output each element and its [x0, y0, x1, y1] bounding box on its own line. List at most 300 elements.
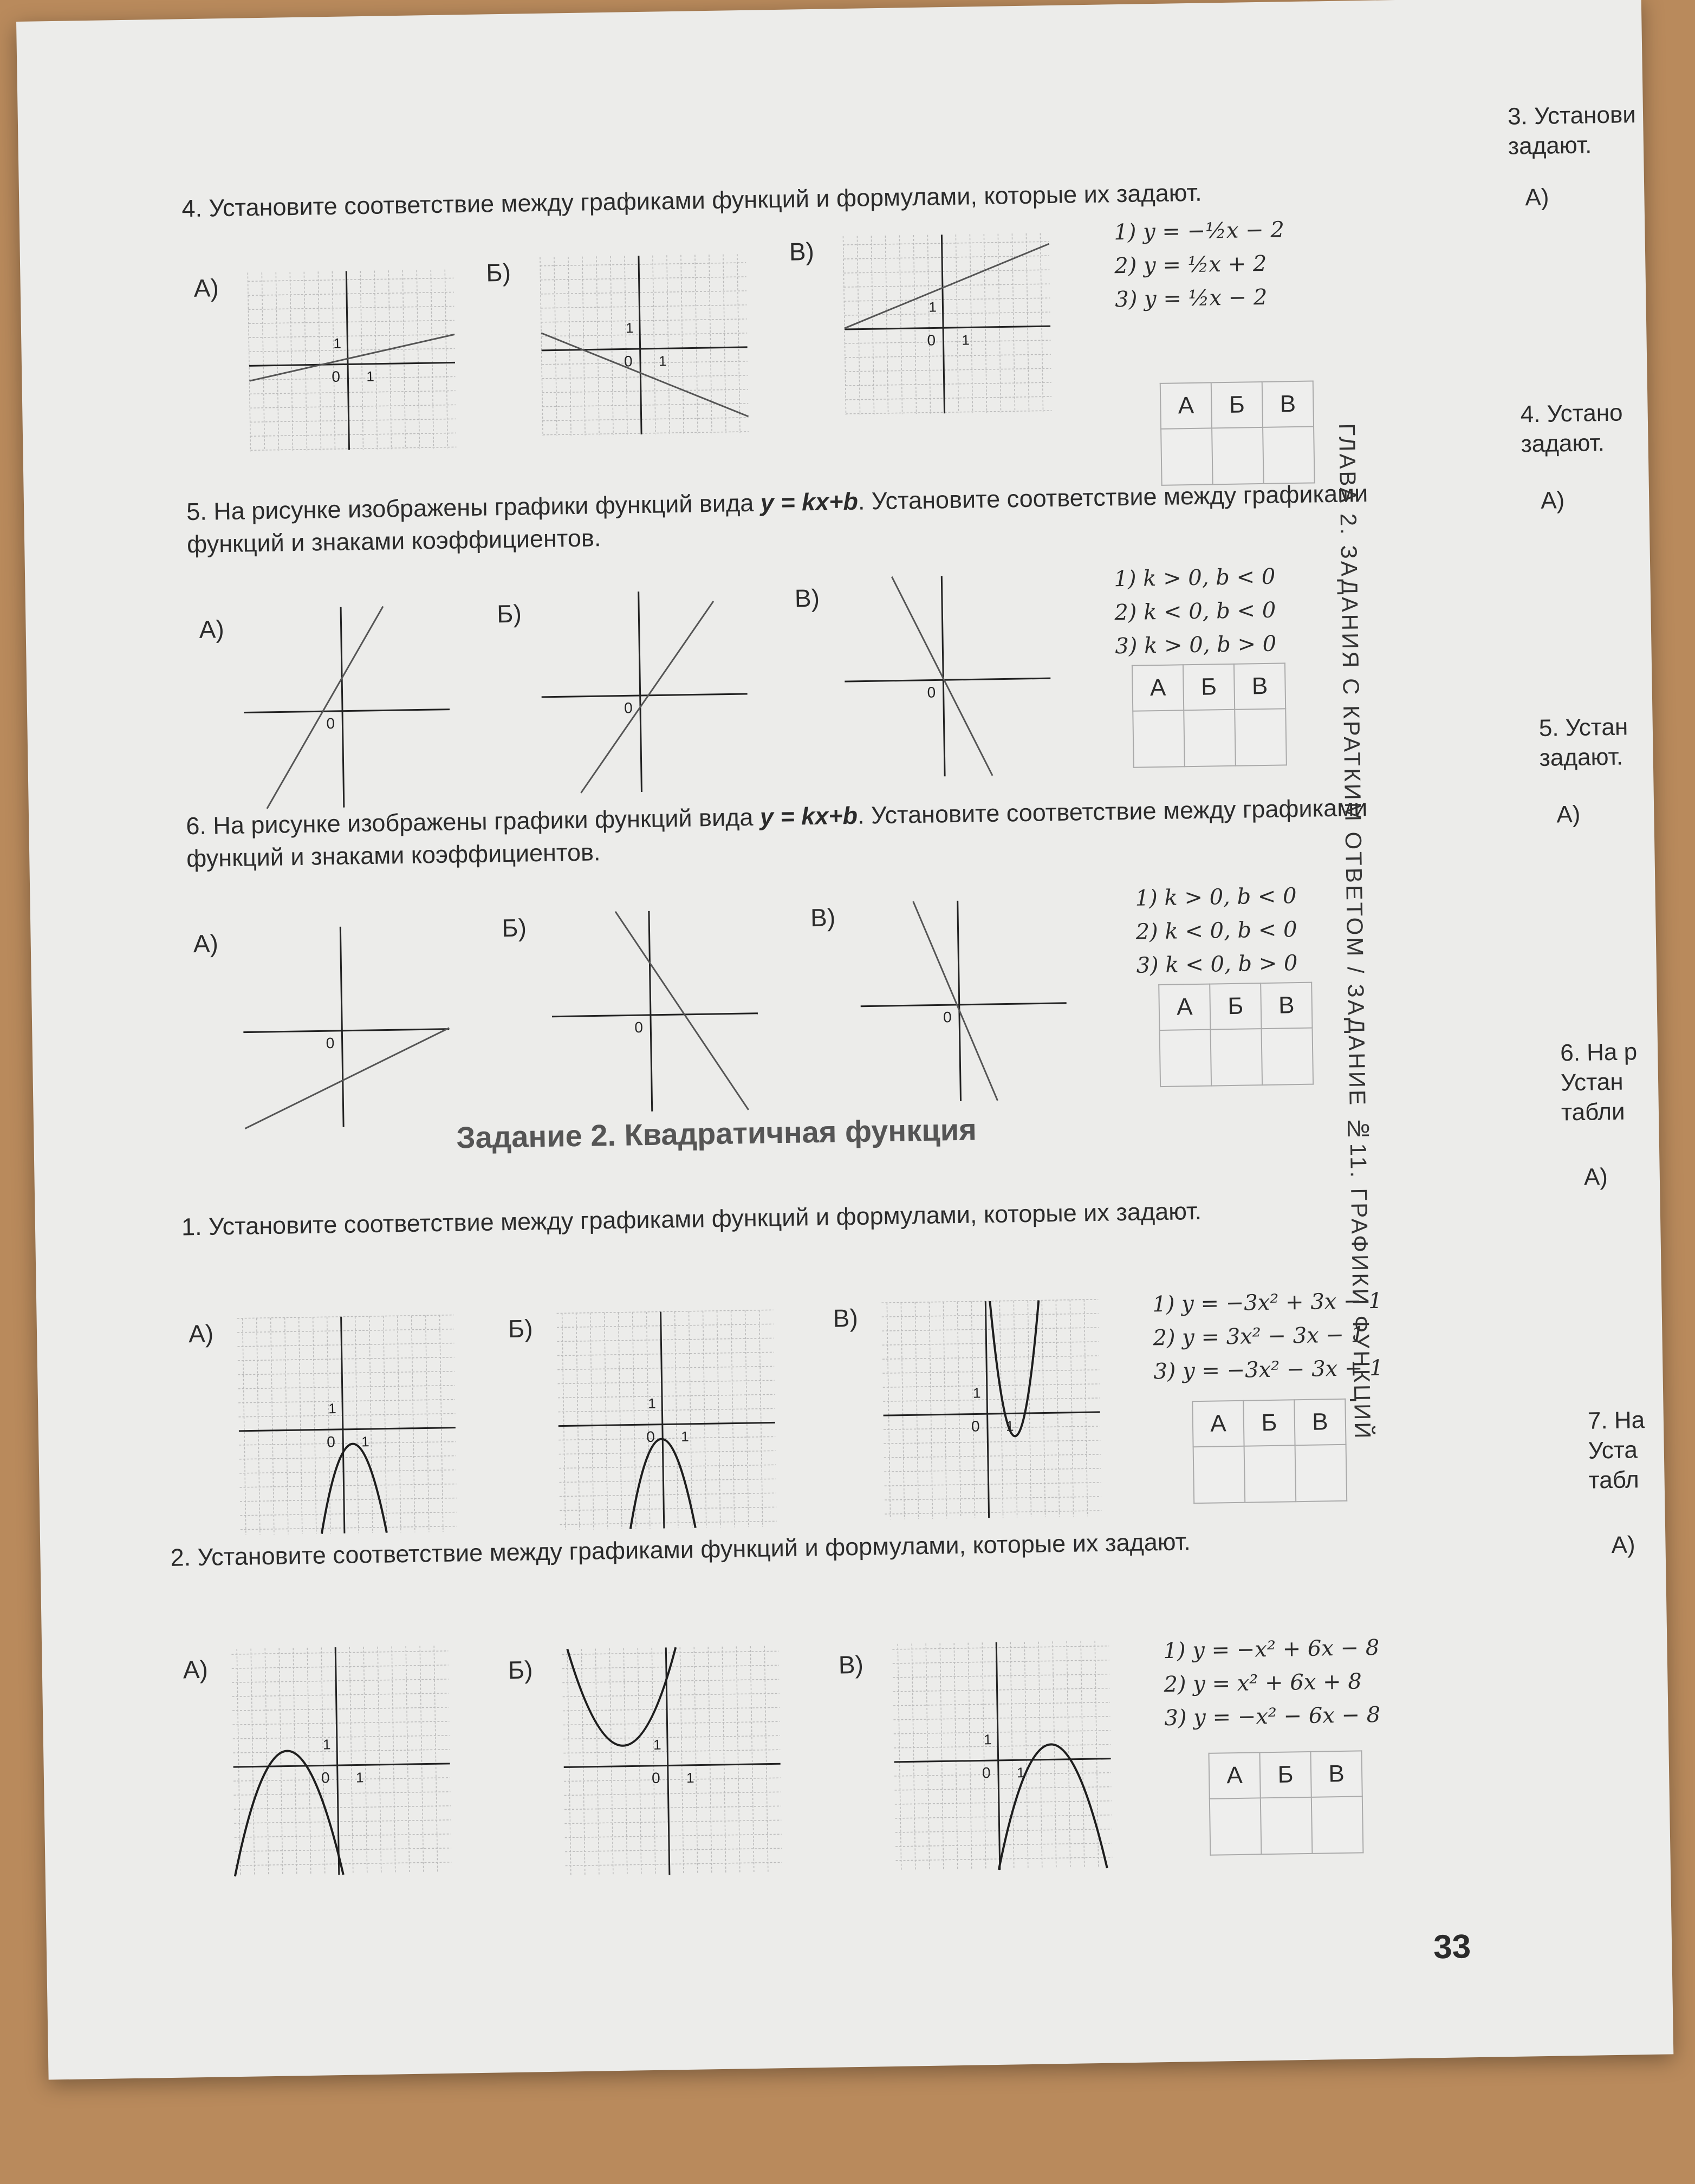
grid-line — [882, 1370, 1099, 1373]
grid-line — [557, 1352, 774, 1355]
grid-line — [541, 319, 747, 322]
label-a: А) — [199, 615, 225, 644]
function-line — [264, 606, 386, 808]
formula-list — [1114, 560, 1277, 664]
grid-line — [240, 1512, 457, 1516]
x-axis — [861, 1003, 1067, 1006]
grid-line — [633, 1312, 636, 1529]
grid-line — [540, 263, 746, 266]
origin-label: 0 — [327, 1433, 336, 1451]
answer-header: Б — [1243, 1400, 1295, 1446]
grid-line — [562, 1651, 778, 1654]
label-v: В) — [794, 583, 820, 613]
formula-item: 2) y = ½x + 2 — [1114, 251, 1267, 279]
formula-item: 3) k < 0, b > 0 — [1136, 951, 1298, 978]
formula-item: 1) k > 0, b < 0 — [1114, 564, 1276, 592]
grid-line — [250, 419, 456, 422]
grid-line — [239, 1442, 456, 1445]
grid-line — [998, 234, 1001, 413]
grid-line — [846, 396, 1051, 400]
unit-label: 1 — [962, 332, 970, 348]
grid-line — [250, 391, 456, 394]
x-axis — [884, 1412, 1100, 1415]
next-page-text: Уста — [1588, 1436, 1638, 1464]
graph-linear — [859, 899, 1068, 1103]
grid-line — [388, 270, 391, 449]
grid-line — [238, 1372, 454, 1375]
grid-line — [541, 333, 747, 336]
grid-line — [894, 1731, 1110, 1734]
grid-line — [1038, 1642, 1042, 1869]
formula-item: 1) y = −½x − 2 — [1114, 217, 1285, 245]
unit-label: 1 — [625, 320, 634, 336]
grid-line — [563, 1707, 780, 1711]
graph-linear — [248, 269, 456, 451]
grid-line — [895, 1815, 1112, 1818]
grid-line — [238, 1386, 455, 1389]
next-page-text: А) — [1611, 1531, 1635, 1559]
grid-line — [363, 1647, 367, 1874]
label-b: Б) — [508, 1655, 533, 1685]
grid-line — [882, 1328, 1099, 1331]
grid-line — [893, 1688, 1110, 1692]
function-line — [541, 330, 748, 420]
grid-line — [576, 1313, 580, 1530]
origin-label: 0 — [321, 1769, 330, 1786]
grid-line — [926, 1643, 930, 1871]
label-a: А) — [193, 929, 219, 958]
answer-header: А — [1209, 1752, 1260, 1798]
grid-line — [844, 298, 1050, 301]
grid-line — [558, 1408, 775, 1412]
answer-cell[interactable] — [1263, 426, 1315, 483]
grid-line — [845, 340, 1051, 343]
grid-line — [249, 334, 454, 337]
grid-line — [895, 1829, 1112, 1832]
grid-line — [402, 270, 405, 449]
y-axis — [346, 271, 349, 450]
grid-line — [559, 1451, 776, 1454]
grid-line — [638, 1648, 641, 1875]
grid-line — [564, 1792, 781, 1795]
next-page-text: табли — [1561, 1098, 1625, 1126]
unit-label: 1 — [1016, 1764, 1025, 1781]
graph-parabola — [557, 1310, 777, 1530]
answer-cell[interactable] — [1295, 1445, 1347, 1502]
answer-table[interactable] — [1192, 1399, 1347, 1504]
grid-line — [250, 447, 456, 450]
origin-label: 0 — [332, 368, 341, 385]
grid-line — [239, 1456, 456, 1459]
grid-line — [431, 270, 433, 448]
grid-line — [542, 361, 748, 365]
answer-cell[interactable] — [1210, 1029, 1262, 1086]
grid-line — [420, 1646, 424, 1874]
grid-line — [235, 1834, 451, 1837]
label-a: А) — [183, 1655, 209, 1684]
grid-line — [369, 1316, 373, 1533]
grid-line — [894, 1745, 1110, 1748]
grid-line — [899, 235, 902, 414]
grid-line — [764, 1646, 768, 1874]
y-axis — [341, 607, 344, 808]
function-line — [249, 334, 455, 381]
grid-line — [893, 1660, 1109, 1663]
next-page-text: 4. Устано — [1520, 399, 1623, 428]
grid-line — [233, 1750, 450, 1753]
grid-line — [884, 1440, 1100, 1444]
grid-line — [893, 1702, 1110, 1706]
x-axis — [244, 710, 450, 713]
grid-line — [541, 305, 746, 308]
next-page-text: Устан — [1560, 1068, 1623, 1096]
grid-line — [563, 1750, 780, 1753]
answer-table[interactable] — [1132, 662, 1287, 768]
answer-table[interactable] — [1158, 982, 1314, 1087]
next-page-text: А) — [1540, 487, 1565, 514]
grid-line — [896, 1857, 1113, 1861]
grid-line — [445, 270, 447, 448]
grid-line — [240, 1484, 457, 1487]
graph-linear — [843, 574, 1052, 778]
quadratic-task-2-text: 2. Установите соответствие между графиками функций и формулами, которые их задают. — [170, 1528, 1191, 1571]
origin-label: 0 — [646, 1428, 655, 1446]
origin-label: 0 — [651, 1769, 660, 1786]
grid-line — [590, 1313, 594, 1530]
unit-label: 1 — [653, 1736, 661, 1753]
grid-line — [332, 271, 335, 450]
grid-line — [239, 1470, 456, 1473]
grid-line — [313, 1317, 316, 1534]
grid-line — [349, 1647, 353, 1875]
y-axis — [941, 235, 944, 413]
answer-cell[interactable] — [1212, 427, 1264, 484]
grid-line — [293, 1648, 297, 1875]
label-v: В) — [810, 903, 836, 932]
unit-label: 1 — [366, 368, 375, 385]
grid-line — [667, 255, 670, 434]
grid-line — [565, 1834, 782, 1837]
grid-line — [709, 255, 712, 433]
graph-parabola — [881, 1299, 1101, 1519]
grid-line — [271, 1318, 274, 1535]
grid-line — [558, 1380, 775, 1383]
grid-line — [426, 1315, 429, 1532]
grid-line — [968, 1643, 972, 1870]
grid-line — [1014, 1301, 1017, 1517]
y-axis — [639, 256, 641, 434]
x-axis — [233, 1764, 450, 1767]
grid-line — [892, 1646, 1109, 1649]
x-axis — [243, 1029, 449, 1032]
grid-line — [248, 306, 454, 309]
page-number: 33 — [1433, 1928, 1471, 1966]
answer-cell[interactable] — [1193, 1446, 1245, 1503]
x-axis — [845, 326, 1050, 329]
grid-line — [304, 272, 307, 451]
next-page-text: задают. — [1521, 430, 1605, 458]
grid-line — [241, 1526, 457, 1530]
grid-line — [1042, 1301, 1045, 1517]
grid-line — [562, 1679, 779, 1682]
grid-line — [248, 272, 250, 451]
answer-cell[interactable] — [1244, 1445, 1296, 1502]
answer-header: Б — [1211, 382, 1263, 428]
y-axis — [996, 1642, 1000, 1870]
grid-line — [566, 1862, 782, 1865]
grid-line — [557, 1324, 774, 1327]
grid-line — [290, 272, 293, 451]
grid-line — [882, 1342, 1099, 1345]
grid-line — [984, 234, 986, 413]
grid-line — [265, 1648, 269, 1876]
grid-line — [250, 433, 456, 436]
unit-label: 1 — [928, 298, 937, 315]
grid-line — [885, 1483, 1101, 1486]
grid-line — [237, 1649, 241, 1876]
y-axis — [639, 592, 642, 792]
answer-cell[interactable] — [1261, 1028, 1313, 1085]
workbook-page — [16, 0, 1673, 2080]
next-page-text: табл — [1588, 1466, 1640, 1494]
grid-line — [893, 1674, 1109, 1678]
answer-cell[interactable] — [1160, 1030, 1212, 1087]
grid-line — [542, 375, 748, 379]
x-axis — [249, 362, 455, 366]
grid-line — [596, 256, 599, 435]
y-axis — [649, 911, 652, 1112]
next-page-text: 7. На — [1587, 1407, 1645, 1434]
grid-line — [251, 1649, 255, 1876]
grid-line — [543, 418, 749, 421]
grid-line — [321, 1648, 325, 1875]
formula-item: 2) y = x² + 6x + 8 — [1164, 1669, 1362, 1698]
grid-line — [845, 368, 1051, 372]
answer-cell[interactable] — [1261, 1797, 1313, 1854]
grid-line — [653, 256, 655, 434]
grid-line — [1012, 233, 1015, 412]
grid-line — [681, 255, 684, 434]
answer-cell[interactable] — [1161, 428, 1213, 485]
graph-parabola — [231, 1646, 452, 1876]
answer-header: А — [1160, 382, 1212, 428]
grid-line — [235, 1862, 452, 1865]
answer-cell[interactable] — [1311, 1796, 1363, 1853]
unit-label: 1 — [647, 1395, 656, 1412]
x-axis — [558, 1422, 775, 1426]
grid-line — [563, 1735, 780, 1739]
grid-line — [680, 1647, 684, 1875]
grid-line — [557, 1338, 774, 1341]
unit-label: 1 — [361, 1433, 369, 1450]
grid-line — [845, 354, 1051, 358]
grid-line — [560, 1507, 776, 1510]
grid-line — [652, 1648, 655, 1875]
formula-list — [1114, 213, 1285, 316]
next-page-text: А) — [1525, 184, 1549, 211]
formula-item: 3) k > 0, b > 0 — [1115, 631, 1277, 659]
grid-line — [1084, 1299, 1087, 1516]
grid-line — [412, 1316, 415, 1532]
grid-line — [235, 1848, 451, 1851]
origin-label: 0 — [326, 1035, 335, 1052]
grid-line — [893, 1717, 1110, 1720]
grid-line — [857, 236, 860, 415]
grid-line — [912, 1643, 915, 1871]
label-v: В) — [789, 237, 815, 266]
grid-line — [234, 1820, 451, 1823]
graph-parabola — [237, 1315, 457, 1535]
graph-linear — [843, 233, 1051, 415]
function-line — [913, 900, 998, 1102]
grid-line — [625, 256, 627, 434]
grid-line — [560, 1493, 776, 1496]
answer-cell[interactable] — [1133, 710, 1185, 767]
grid-line — [565, 1848, 782, 1851]
answer-cell[interactable] — [1210, 1798, 1262, 1855]
grid-line — [971, 1302, 975, 1518]
formula-item: 3) y = −3x² − 3x + 1 — [1153, 1355, 1384, 1384]
grid-line — [557, 1366, 774, 1369]
grid-line — [1056, 1300, 1059, 1517]
grid-line — [915, 1302, 918, 1519]
answer-header: В — [1234, 663, 1285, 709]
next-page-text: 6. На р — [1560, 1038, 1638, 1067]
grid-line — [884, 1468, 1101, 1472]
grid-line — [843, 270, 1049, 273]
x-axis — [845, 678, 1050, 681]
answer-table[interactable] — [1160, 380, 1315, 485]
unit-label: 1 — [983, 1731, 992, 1748]
origin-label: 0 — [927, 684, 936, 701]
formula-item: 1) k > 0, b < 0 — [1135, 883, 1297, 911]
formula-list — [1163, 1631, 1381, 1735]
grid-line — [540, 257, 543, 436]
grid-line — [1028, 1301, 1031, 1517]
grid-line — [883, 1398, 1100, 1401]
grid-line — [695, 255, 698, 433]
grid-line — [374, 271, 377, 450]
grid-line — [237, 1315, 454, 1318]
grid-line — [440, 1315, 443, 1532]
grid-line — [558, 1394, 775, 1398]
formula-item: 3) y = ½x − 2 — [1114, 284, 1268, 313]
grid-line — [895, 1801, 1112, 1804]
grid-line — [231, 1651, 448, 1654]
y-axis — [661, 1312, 664, 1529]
grid-line — [232, 1693, 449, 1696]
grid-line — [279, 1648, 283, 1876]
graph-linear — [550, 909, 759, 1113]
grid-line — [559, 1465, 776, 1468]
grid-line — [567, 1649, 571, 1876]
grid-line — [232, 1665, 449, 1668]
answer-header: Б — [1210, 983, 1261, 1029]
unit-label: 1 — [972, 1384, 981, 1401]
grid-line — [558, 1436, 775, 1440]
grid-line — [434, 1646, 438, 1873]
grid-line — [238, 1400, 455, 1403]
grid-line — [1026, 233, 1029, 412]
grid-line — [543, 432, 749, 435]
grid-line — [843, 236, 846, 415]
grid-line — [1010, 1642, 1014, 1870]
formula-item: 2) k < 0, b < 0 — [1114, 597, 1276, 626]
grid-line — [276, 272, 278, 451]
x-axis — [542, 347, 748, 350]
label-a: А) — [188, 1319, 214, 1348]
grid-line — [559, 1479, 776, 1482]
answer-cell[interactable] — [1184, 710, 1236, 766]
grid-line — [564, 1778, 781, 1781]
grid-line — [237, 1329, 454, 1332]
grid-line — [360, 271, 363, 450]
grid-line — [542, 389, 748, 393]
grid-line — [722, 1647, 726, 1874]
grid-line — [885, 1497, 1101, 1500]
origin-label: 0 — [634, 1019, 644, 1036]
y-axis — [958, 901, 961, 1101]
grid-line — [957, 1302, 960, 1518]
label-v: В) — [838, 1650, 864, 1679]
next-page-text: 3. Установи — [1507, 101, 1636, 130]
graph-linear — [242, 606, 451, 809]
grid-line — [233, 1792, 450, 1795]
x-axis — [564, 1764, 781, 1767]
answer-header: А — [1192, 1401, 1244, 1447]
chapter-running-head: ГЛАВА 2. ЗАДАНИЯ С КРАТКИМ ОТВЕТОМ / ЗАДАНИЕ №11. ГРАФИКИ ФУНКЦИЙ — [1334, 423, 1376, 1441]
grid-line — [927, 235, 930, 414]
answer-header: В — [1261, 983, 1312, 1029]
grid-line — [248, 292, 454, 295]
unit-label: 1 — [1005, 1418, 1014, 1434]
origin-label: 0 — [624, 353, 633, 370]
grid-line — [737, 254, 740, 433]
unit-label: 1 — [322, 1736, 331, 1753]
grid-line — [901, 1303, 904, 1519]
grid-line — [581, 1649, 585, 1876]
grid-line — [970, 234, 972, 413]
grid-line — [929, 1302, 932, 1519]
grid-line — [355, 1316, 359, 1533]
origin-label: 0 — [982, 1764, 991, 1782]
grid-line — [694, 1647, 698, 1875]
grid-line — [1040, 233, 1043, 412]
answer-table[interactable] — [1208, 1750, 1363, 1855]
label-b: Б) — [496, 599, 522, 628]
grid-line — [1024, 1642, 1028, 1869]
grid-line — [563, 1693, 780, 1696]
grid-line — [885, 236, 888, 414]
section-title: Задание 2. Квадратичная функция — [456, 1112, 977, 1155]
grid-line — [745, 1310, 749, 1527]
grid-line — [1070, 1300, 1073, 1517]
grid-line — [249, 348, 455, 352]
origin-label: 0 — [624, 699, 633, 717]
grid-line — [564, 1820, 781, 1823]
answer-cell[interactable] — [1235, 708, 1287, 765]
answer-header: А — [1132, 665, 1184, 711]
next-page-text: А) — [1583, 1164, 1608, 1191]
grid-line — [243, 1318, 246, 1535]
grid-line — [541, 277, 746, 280]
formula-item: 3) y = −x² − 6x − 8 — [1164, 1702, 1381, 1731]
grid-line — [883, 1384, 1100, 1387]
grid-line — [398, 1316, 401, 1532]
grid-line — [703, 1311, 706, 1528]
unit-label: 1 — [355, 1769, 364, 1786]
answer-header: В — [1310, 1751, 1362, 1797]
